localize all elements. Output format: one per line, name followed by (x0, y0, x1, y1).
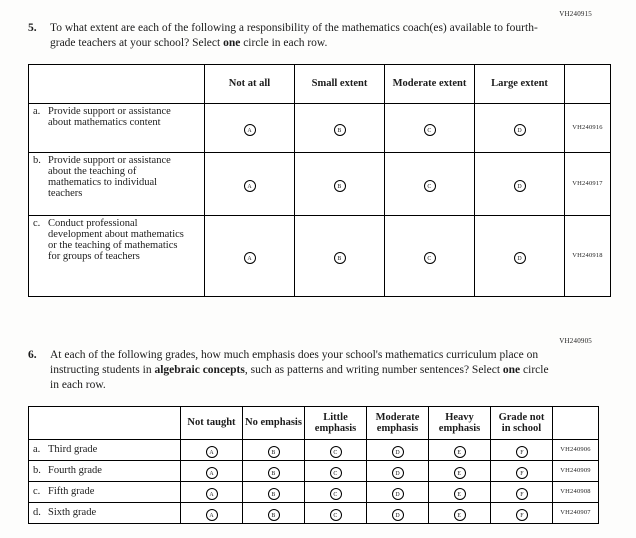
row-code: VH240907 (553, 502, 599, 523)
row-label-text: Provide support or assistance about mathematics content (48, 105, 171, 128)
row-letter: a. (33, 444, 41, 456)
row-code: VH240917 (565, 152, 611, 215)
response-circle-q5a-not-at-all[interactable] (244, 124, 256, 136)
q6-row-d-label (29, 502, 181, 523)
row-code: VH240916 (565, 103, 611, 152)
question5-text-part1: To what extent are each of the following a responsibility of the mathematics coach(es) available to fourth-grade teachers at your school? Select (50, 22, 538, 49)
q6-row-a-label (29, 439, 181, 460)
q5-row-a-label (29, 103, 205, 152)
table-row (29, 215, 611, 296)
q6-col-not-taught: Not taught (181, 406, 243, 439)
response-circle-q6b-little-emphasis[interactable] (330, 467, 342, 479)
circle-letter: C (333, 490, 338, 498)
response-circle-q6c-moderate-emphasis[interactable] (392, 488, 404, 500)
response-circle-q5a-large-extent[interactable] (514, 124, 526, 136)
response-circle-q5c-not-at-all[interactable] (244, 252, 256, 264)
table-row (29, 439, 599, 460)
question5-number: 5. (28, 22, 37, 34)
response-circle-q5c-moderate-extent[interactable] (424, 252, 436, 264)
response-circle-q6a-little-emphasis[interactable] (330, 446, 342, 458)
circle-letter: F (519, 490, 524, 498)
response-circle-q6b-not-taught[interactable] (206, 467, 218, 479)
response-circle-q6a-no-emphasis[interactable] (268, 446, 280, 458)
response-circle-q5a-moderate-extent[interactable] (424, 124, 436, 136)
response-circle-q6a-grade-not-in-school[interactable] (516, 446, 528, 458)
circle-letter: F (519, 511, 524, 519)
question5-text-bold: one (223, 36, 241, 49)
circle-letter: B (271, 469, 276, 477)
q5-code-header (565, 64, 611, 103)
question5-prompt (28, 21, 610, 51)
q6-row-b-label (29, 460, 181, 481)
circle-letter: C (427, 254, 432, 262)
circle-letter: B (271, 511, 276, 519)
circle-letter: E (457, 448, 462, 456)
circle-letter: D (395, 511, 400, 519)
q5-row-b-label (29, 152, 205, 215)
response-circle-q6b-no-emphasis[interactable] (268, 467, 280, 479)
question5-text-part2: circle in each row. (240, 36, 328, 49)
question6-text (50, 348, 550, 393)
circle-letter: B (337, 182, 342, 190)
circle-letter: A (209, 469, 214, 477)
q5-col-large-extent: Large extent (475, 64, 565, 103)
q5-stub-header (29, 64, 205, 103)
circle-letter: E (457, 511, 462, 519)
question6-prompt (28, 348, 610, 393)
q6-col-grade-not-in-school: Grade not in school (491, 406, 553, 439)
circle-letter: A (247, 254, 252, 262)
circle-letter: C (333, 469, 338, 477)
row-label-text: Provide support or assistance about the teaching of mathematics to individual teachers (48, 154, 171, 199)
question6-text-part3: circle in each row. (50, 363, 549, 391)
circle-letter: D (517, 126, 522, 134)
question5-doc-code: VH240915 (559, 10, 592, 18)
circle-letter: C (333, 448, 338, 456)
response-circle-q6b-grade-not-in-school[interactable] (516, 467, 528, 479)
response-circle-q5b-large-extent[interactable] (514, 180, 526, 192)
q6-stub-header (29, 406, 181, 439)
table-row (29, 502, 599, 523)
row-letter: b. (33, 154, 41, 166)
circle-letter: C (427, 182, 432, 190)
response-circle-q5c-large-extent[interactable] (514, 252, 526, 264)
q6-code-header (553, 406, 599, 439)
response-circle-q5b-not-at-all[interactable] (244, 180, 256, 192)
q6-col-little-emphasis: Little emphasis (305, 406, 367, 439)
q5-col-not-at-all: Not at all (205, 64, 295, 103)
response-circle-q5b-small-extent[interactable] (334, 180, 346, 192)
row-label-text: Third grade (48, 444, 98, 456)
row-code: VH240918 (565, 215, 611, 296)
circle-letter: D (395, 490, 400, 498)
circle-letter: B (337, 254, 342, 262)
circle-letter: D (395, 469, 400, 477)
response-circle-q6a-heavy-emphasis[interactable] (454, 446, 466, 458)
response-circle-q6a-not-taught[interactable] (206, 446, 218, 458)
response-circle-q5c-small-extent[interactable] (334, 252, 346, 264)
response-circle-q6b-heavy-emphasis[interactable] (454, 467, 466, 479)
q5-row-c-label (29, 215, 205, 296)
table-row (29, 481, 599, 502)
response-circle-q6d-heavy-emphasis[interactable] (454, 509, 466, 521)
response-circle-q6d-moderate-emphasis[interactable] (392, 509, 404, 521)
row-label-text: Fourth grade (48, 465, 102, 477)
row-label-text: Fifth grade (48, 486, 95, 498)
table-row (29, 103, 611, 152)
circle-letter: A (247, 182, 252, 190)
row-code: VH240909 (553, 460, 599, 481)
circle-letter: B (271, 448, 276, 456)
row-code: VH240906 (553, 439, 599, 460)
table-row (29, 460, 599, 481)
circle-letter: B (271, 490, 276, 498)
circle-letter: E (457, 469, 462, 477)
circle-letter: C (333, 511, 338, 519)
q6-col-no-emphasis: No emphasis (243, 406, 305, 439)
question6-text-part2: , such as patterns and writing number sentences? Select (244, 363, 503, 376)
section-gap (28, 297, 610, 337)
response-circle-q6c-no-emphasis[interactable] (268, 488, 280, 500)
response-circle-q5a-small-extent[interactable] (334, 124, 346, 136)
circle-letter: D (395, 448, 400, 456)
circle-letter: D (517, 254, 522, 262)
response-circle-q6d-no-emphasis[interactable] (268, 509, 280, 521)
q6-col-moderate-emphasis: Moderate emphasis (367, 406, 429, 439)
row-letter: d. (33, 507, 41, 519)
response-circle-q6d-not-taught[interactable] (206, 509, 218, 521)
row-letter: c. (33, 217, 41, 229)
q6-col-heavy-emphasis: Heavy emphasis (429, 406, 491, 439)
q5-table (28, 64, 611, 297)
q5-col-moderate-extent: Moderate extent (385, 64, 475, 103)
circle-letter: E (457, 490, 462, 498)
circle-letter: F (519, 448, 524, 456)
response-circle-q6d-little-emphasis[interactable] (330, 509, 342, 521)
response-circle-q6c-not-taught[interactable] (206, 488, 218, 500)
response-circle-q6c-little-emphasis[interactable] (330, 488, 342, 500)
question6-doc-code: VH240905 (559, 336, 592, 345)
circle-letter: A (209, 511, 214, 519)
question6-text-part1: At each of the following grades, how much emphasis does your school's mathematics curriculum place on instructing students in (50, 348, 539, 376)
q6-row-c-label (29, 481, 181, 502)
row-letter: c. (33, 486, 41, 498)
q5-col-small-extent: Small extent (295, 64, 385, 103)
question6-text-bold2: one (502, 363, 521, 376)
response-circle-q6a-moderate-emphasis[interactable] (392, 446, 404, 458)
circle-letter: B (337, 126, 342, 134)
circle-letter: A (247, 126, 252, 134)
q5-header-row (29, 64, 611, 103)
question6-number: 6. (28, 348, 37, 361)
row-code: VH240908 (553, 481, 599, 502)
circle-letter: A (209, 490, 214, 498)
row-label-text: Conduct professional development about mathematics or the teaching of mathematics for groups of teachers (48, 217, 184, 262)
response-circle-q6d-grade-not-in-school[interactable] (516, 509, 528, 521)
circle-letter: C (427, 126, 432, 134)
response-circle-q6c-grade-not-in-school[interactable] (516, 488, 528, 500)
circle-letter: F (519, 469, 524, 477)
circle-letter: D (517, 182, 522, 190)
response-circle-q6b-moderate-emphasis[interactable] (392, 467, 404, 479)
question6-text-bold1: algebraic concepts (154, 363, 245, 376)
table-row (29, 152, 611, 215)
circle-letter: A (209, 448, 214, 456)
q6-table (28, 406, 599, 524)
question5-text (50, 21, 550, 51)
response-circle-q6c-heavy-emphasis[interactable] (454, 488, 466, 500)
q6-header-row (29, 406, 599, 439)
row-letter: b. (33, 465, 41, 477)
row-letter: a. (33, 105, 41, 117)
row-label-text: Sixth grade (48, 507, 97, 519)
response-circle-q5b-moderate-extent[interactable] (424, 180, 436, 192)
